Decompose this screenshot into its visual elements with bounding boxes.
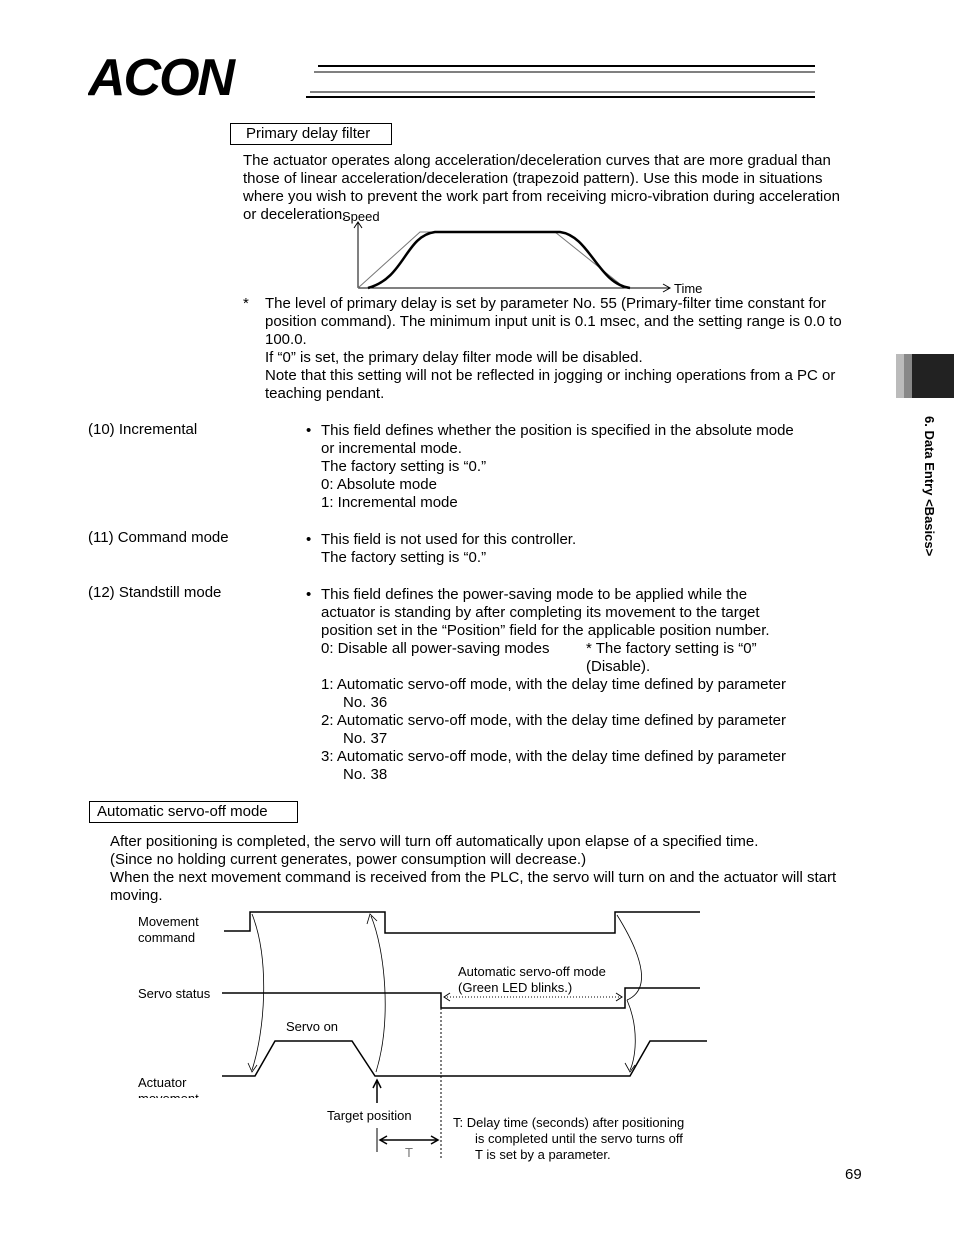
auto-off-label-2: (Green LED blinks.) <box>458 980 573 995</box>
logo-text: ACON <box>88 52 234 100</box>
auto-off-label-1: Automatic servo-off mode <box>458 964 606 979</box>
note-mark: * <box>243 295 249 312</box>
side-tab-label: 6. Data Entry <Basics> <box>922 416 937 557</box>
auto-servo-heading: Automatic servo-off mode <box>89 801 298 823</box>
speed-curve-chart <box>340 208 720 298</box>
chart-time-label: Time <box>674 281 703 296</box>
chart-speed-label: Speed <box>342 209 380 224</box>
target-position-label: Target position <box>327 1108 412 1123</box>
acon-logo <box>88 52 818 100</box>
page-number: 69 <box>845 1166 862 1183</box>
standstill-label: (12) Standstill mode <box>88 584 222 601</box>
servo-on-label: Servo on <box>286 1019 339 1034</box>
primary-filter-heading: Primary delay filter <box>230 123 392 145</box>
t-label: T <box>405 1145 413 1160</box>
incremental-label: (10) Incremental <box>88 421 198 438</box>
movement-command-label-1: Movement <box>138 914 199 929</box>
side-tab <box>896 354 954 398</box>
actuator-label-1: Actuator <box>138 1075 187 1090</box>
servo-status-label: Servo status <box>138 986 211 1001</box>
command-mode-label: (11) Command mode <box>88 529 229 546</box>
command-mode-bullet: • <box>306 531 312 548</box>
movement-command-label-2: command <box>138 930 196 945</box>
incremental-bullet: • <box>306 422 312 439</box>
standstill-bullet: • <box>306 586 312 603</box>
